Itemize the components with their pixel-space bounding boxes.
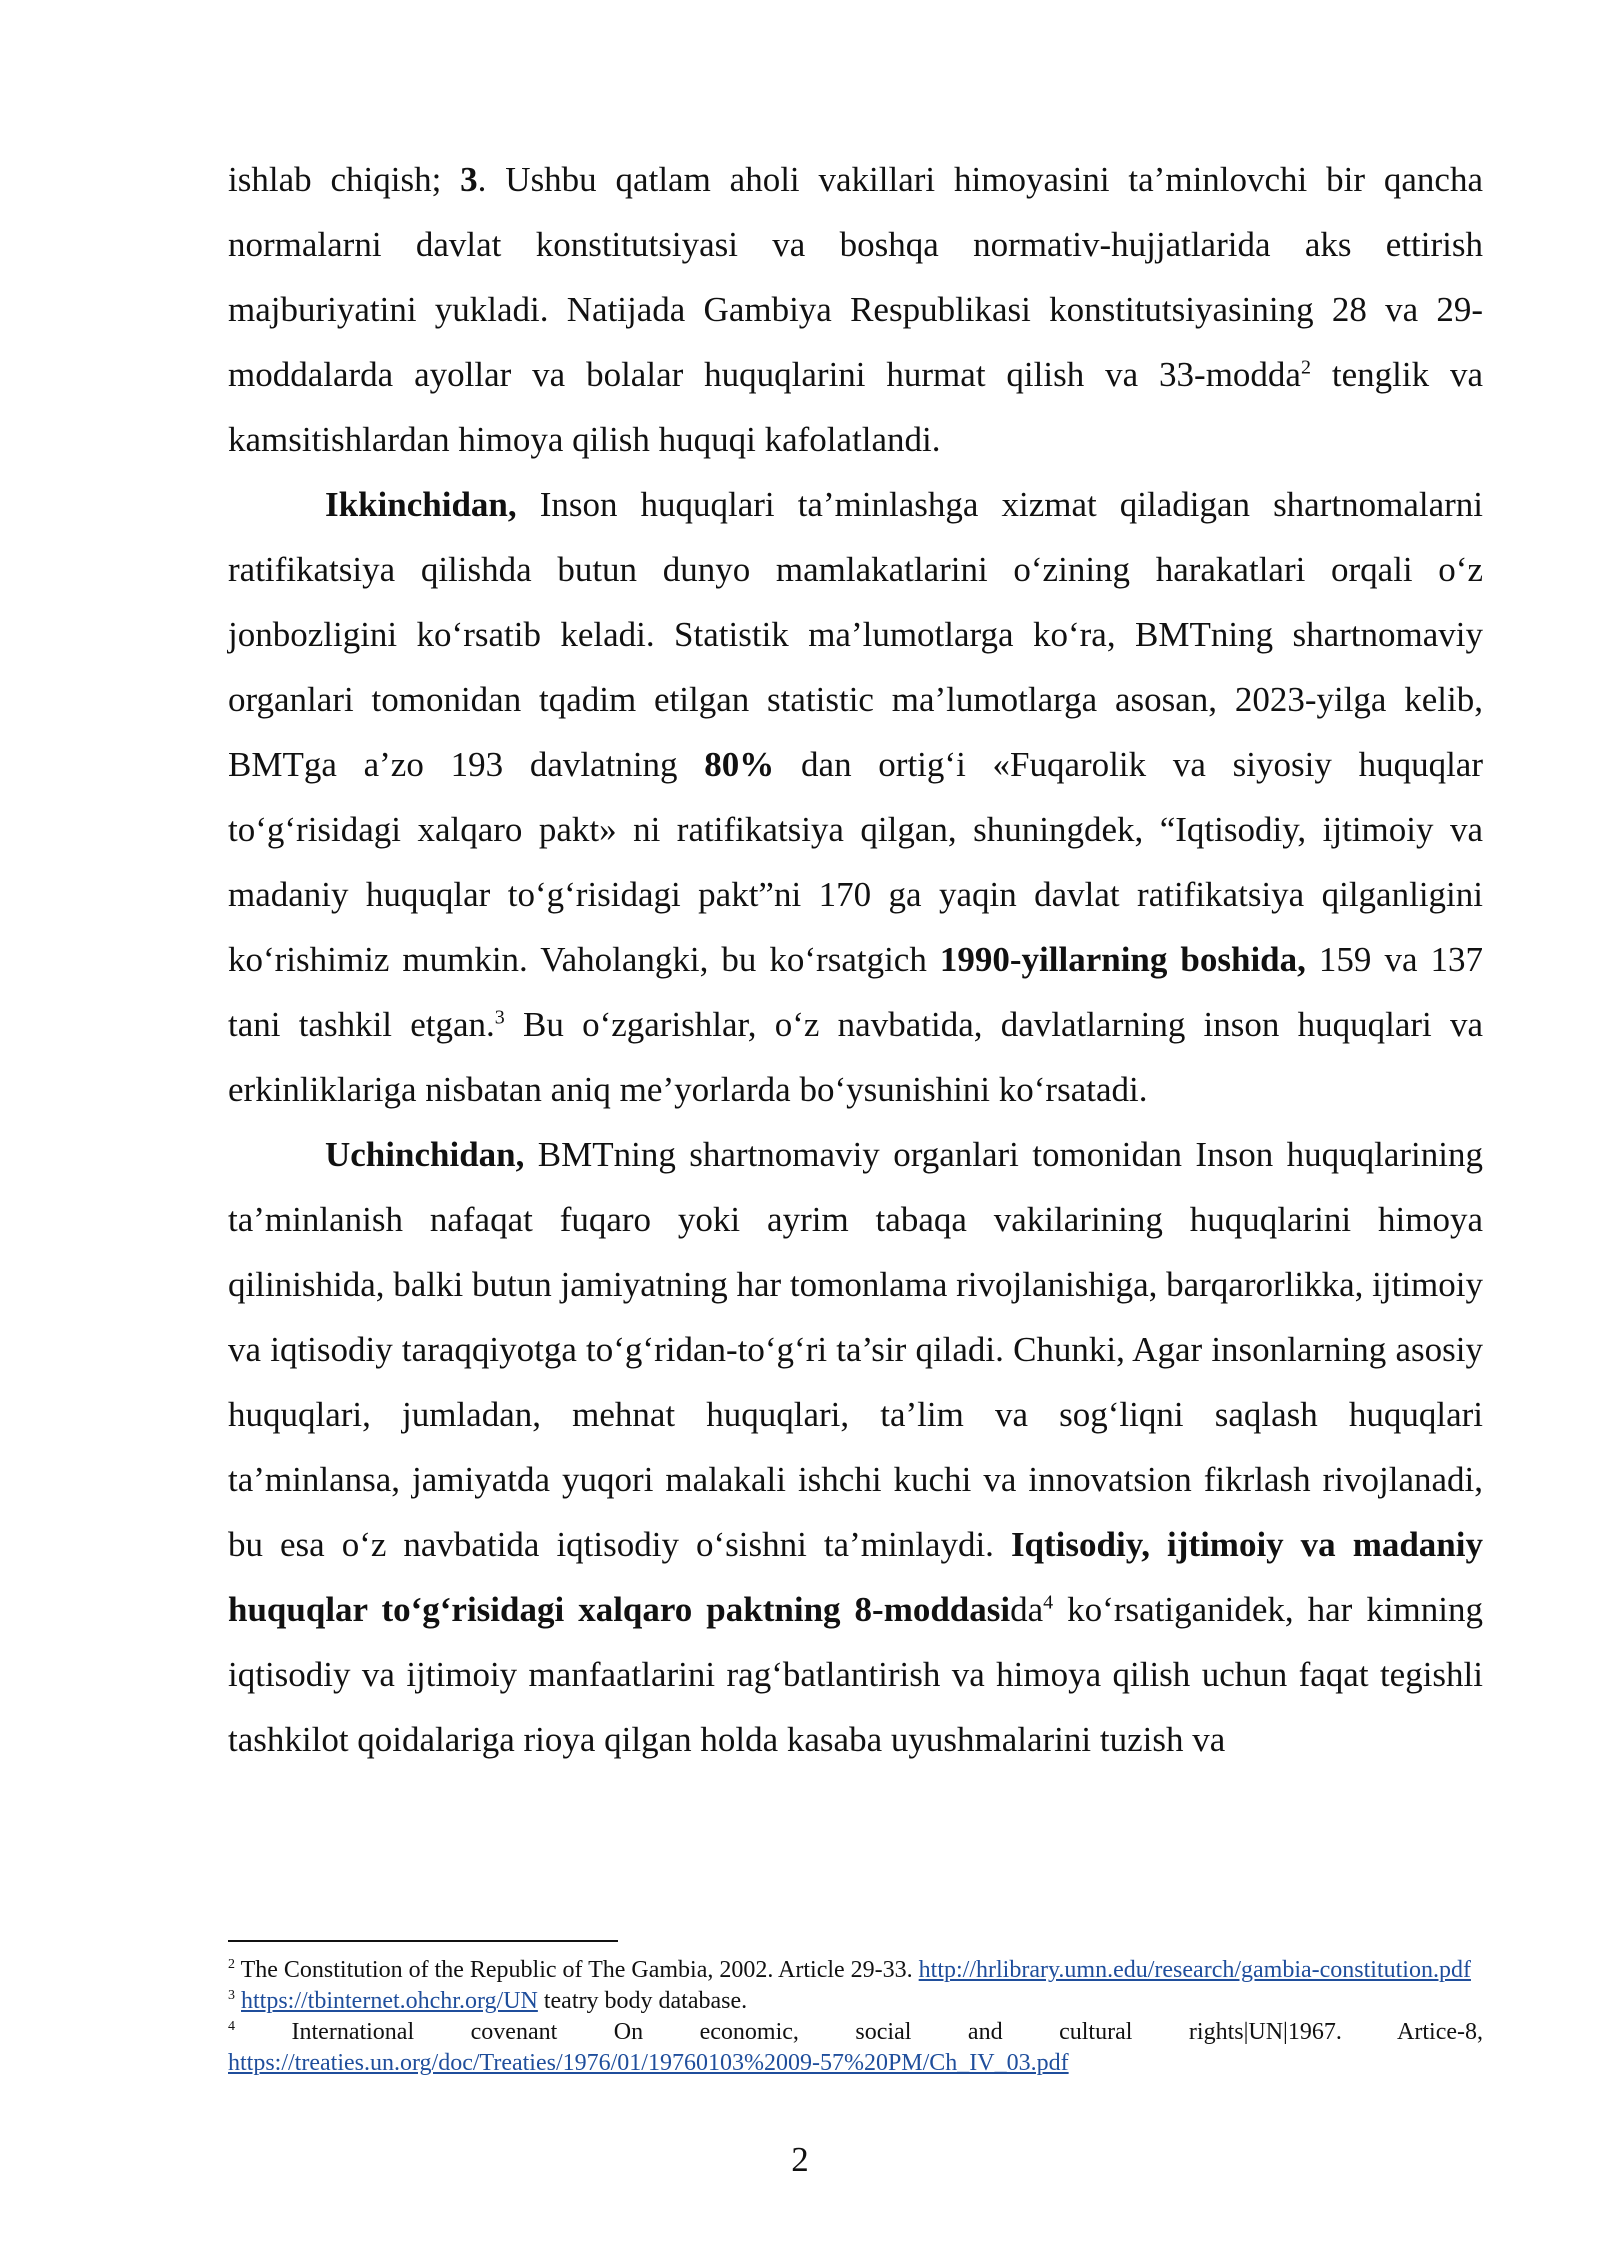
footnotes (228, 1955, 1483, 2079)
p2-percent-bold: 80% (704, 745, 775, 784)
footnote-3-text: teatry body database. (537, 1988, 748, 2014)
p1-text-b: . Ushbu qatlam aholi vakillari himoyasini ta’minlovchi bir qancha normalarni davlat konstitutsiyasi va boshqa normativ-hujjatlarida aks ettirish majburiyatini yukladi. Natijada Gambiya Respublikasi konstitutsiyasining 28 va 29-moddalarda ayollar va bolalar huquqlarini hurmat qilish va 33-modda (228, 160, 1483, 394)
footnote-4-link[interactable]: https://treaties.un.org/doc/Treaties/1976/01/19760103%2009-57%20PM/Ch_IV_03.pdf (228, 2050, 1069, 2076)
footnote-ref-4[interactable]: 4 (1043, 1591, 1054, 1614)
page-number: 2 (791, 2140, 809, 2179)
footnote-mark-3: 3 (228, 1988, 235, 2003)
p2-text-d: Bu o‘zgarishlar, o‘z navbatida, davlatlarning inson huquqlari va erkinliklariga nisbatan aniq me’yorlarda bo‘ysunishini ko‘rsatadi. (228, 1005, 1484, 1109)
p3-text-c: ko‘rsatiganidek, har kimning iqtisodiy va ijtimoiy manfaatlarini rag‘batlantirish va himoya qilish uchun faqat tegishli tashkilot qoidalariga rioya qilgan holda kasaba uyushmalarini tuzish va (228, 1590, 1483, 1759)
footnote-mark-4: 4 (228, 2019, 235, 2034)
paragraph-2 (228, 472, 1483, 1122)
p1-text-a: ishlab chiqish; (228, 160, 461, 199)
footnote-4 (228, 2017, 1483, 2048)
p3-lead-bold: Uchinchidan, (325, 1135, 525, 1174)
footnote-4-url-line (228, 2048, 1483, 2079)
footnote-ref-3[interactable]: 3 (494, 1006, 505, 1029)
paragraph-1 (228, 147, 1483, 472)
footnote-3-link[interactable]: https://tbinternet.ohchr.org/UN (241, 1988, 538, 2014)
footnote-3 (228, 1986, 1483, 2017)
footnote-2-link[interactable]: http://hrlibrary.umn.edu/research/gambia-constitution.pdf (918, 1957, 1471, 1983)
body-text (228, 147, 1483, 1772)
p1-text-c: tenglik va kamsitishlardan himoya qilish huquqi kafolatlandi. (228, 355, 1483, 459)
p2-text-b: dan ortig‘i «Fuqarolik va siyosiy huquqlar to‘g‘risidagi xalqaro pakt» ni ratifikatsiya qilgan, shuningdek, “Iqtisodiy, ijtimoiy va madaniy huquqlar to‘g‘risidagi pakt”ni 170 ga yaqin davlat ratifikatsiya qilganligini ko‘rishimiz mumkin. Vaholangki, bu ko‘rsatgich (228, 745, 1483, 979)
p2-text-c: 159 va 137 tani tashkil etgan. (228, 940, 1483, 1044)
p3-covenant-bold: Iqtisodiy, ijtimoiy va madaniy huquqlar to‘g‘risidagi xalqaro paktning 8-moddasi (228, 1525, 1483, 1629)
p2-years-bold: 1990-yillarning boshida, (939, 940, 1306, 979)
p1-number-bold: 3 (460, 160, 478, 199)
footnote-mark-2: 2 (228, 1957, 235, 1972)
p2-text-a: Inson huquqlari ta’minlashga xizmat qiladigan shartnomalarni ratifikatsiya qilishda butun dunyo mamlakatlarini o‘zining harakatlari orqali o‘z jonbozligini ko‘rsatib keladi. Statistik ma’lumotlarga ko‘ra, BMTning shartnomaviy organlari tomonidan tqadim etilgan statistic ma’lumotlarga asosan, 2023-yilga kelib, BMTga a’zo 193 davlatning (228, 485, 1483, 784)
footnote-4-text: International covenant On economic, social and cultural rights|UN|1967. Artice-8, (235, 2019, 1483, 2045)
footnote-2 (228, 1955, 1483, 1986)
paragraph-3 (228, 1122, 1483, 1772)
footnote-2-text: The Constitution of the Republic of The Gambia, 2002. Article 29-33. (235, 1957, 919, 1983)
footnote-separator (228, 1940, 618, 1942)
footnote-ref-2[interactable]: 2 (1300, 356, 1311, 379)
p2-lead-bold: Ikkinchidan, (325, 485, 517, 524)
p3-text-b: da (1010, 1590, 1044, 1629)
p3-text-a: BMTning shartnomaviy organlari tomonidan Inson huquqlarining ta’minlanish nafaqat fuqaro yoki ayrim tabaqa vakilarining huquqlarini himoya qilinishida, balki butun jamiyatning har tomonlama rivojlanishiga, barqarorlikka, ijtimoiy va iqtisodiy taraqqiyotga to‘g‘ridan-to‘g‘ri ta’sir qiladi. Chunki, Agar insonlarning asosiy huquqlari, jumladan, mehnat huquqlari, ta’lim va sog‘liqni saqlash huquqlari ta’minlansa, jamiyatda yuqori malakali ishchi kuchi va innovatsion fikrlash rivojlanadi, bu esa o‘z navbatida iqtisodiy o‘sishni ta’minlaydi. (228, 1135, 1483, 1564)
